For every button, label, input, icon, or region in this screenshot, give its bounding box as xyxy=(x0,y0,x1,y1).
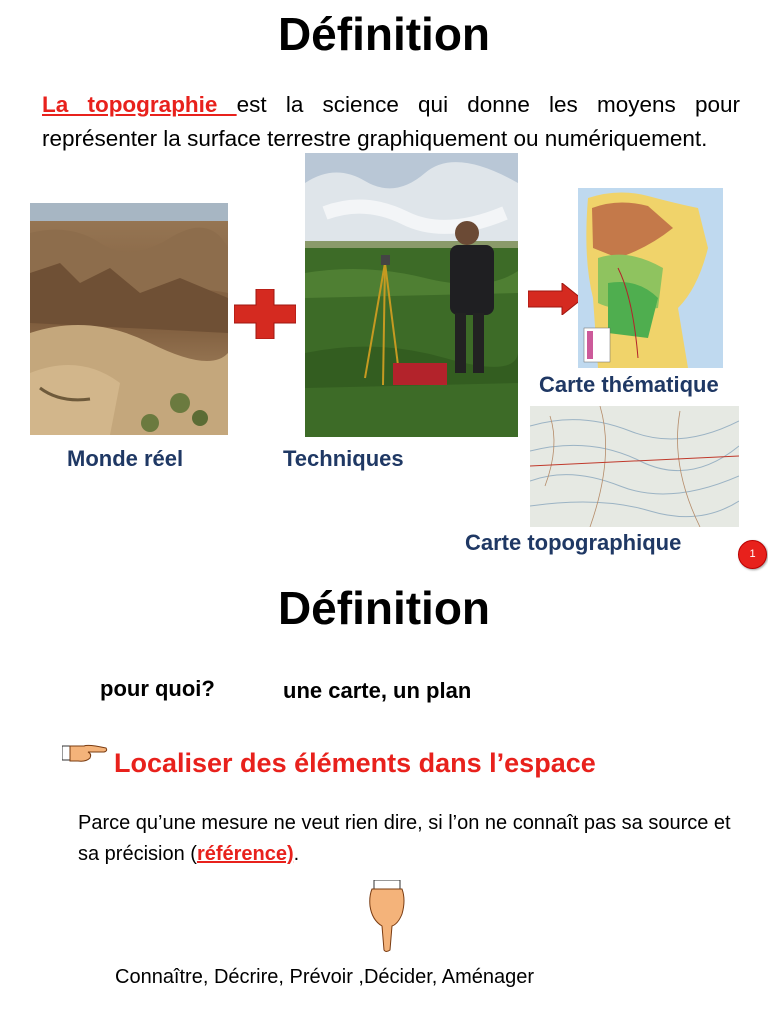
slide2-title: Définition xyxy=(277,582,491,634)
answer-label: une carte, un plan xyxy=(283,678,472,703)
pointing-hand-down-icon xyxy=(368,880,406,952)
intro-term: La topographie xyxy=(42,92,237,117)
caption-topographic-map: Carte topographique xyxy=(465,530,682,555)
slide1-title: Définition xyxy=(277,8,491,60)
pointing-hand-right-icon xyxy=(62,740,108,766)
survey-technique-photo xyxy=(305,153,518,437)
topographic-map-image xyxy=(530,406,739,527)
plus-icon xyxy=(234,289,296,339)
reference-term: référence) xyxy=(196,843,294,865)
caption-techniques: Techniques xyxy=(283,446,404,471)
intro-paragraph xyxy=(42,88,740,156)
real-world-photo xyxy=(30,203,228,435)
action-verbs: Connaître, Décrire, Prévoir ,Décider, Aménager xyxy=(115,966,535,988)
right-arrow-icon xyxy=(528,283,582,315)
intro-text: est la science qui donne les moyens pour représenter la surface terrestre graphiquement ou numériquement. xyxy=(42,92,740,151)
thematic-map-image xyxy=(578,188,723,368)
slide-number-badge: 1 xyxy=(738,540,767,569)
localize-headline: Localiser des éléments dans l’espace xyxy=(114,748,596,778)
reason-paragraph xyxy=(78,808,738,870)
caption-real-world: Monde réel xyxy=(67,446,184,471)
question-label: pour quoi? xyxy=(100,676,215,701)
caption-thematic-map: Carte thématique xyxy=(539,372,719,397)
reason-text: Parce qu’une mesure ne veut rien dire, si l’on ne connaît pas sa source et sa précision ( xyxy=(78,812,731,865)
reason-end: . xyxy=(293,843,300,865)
